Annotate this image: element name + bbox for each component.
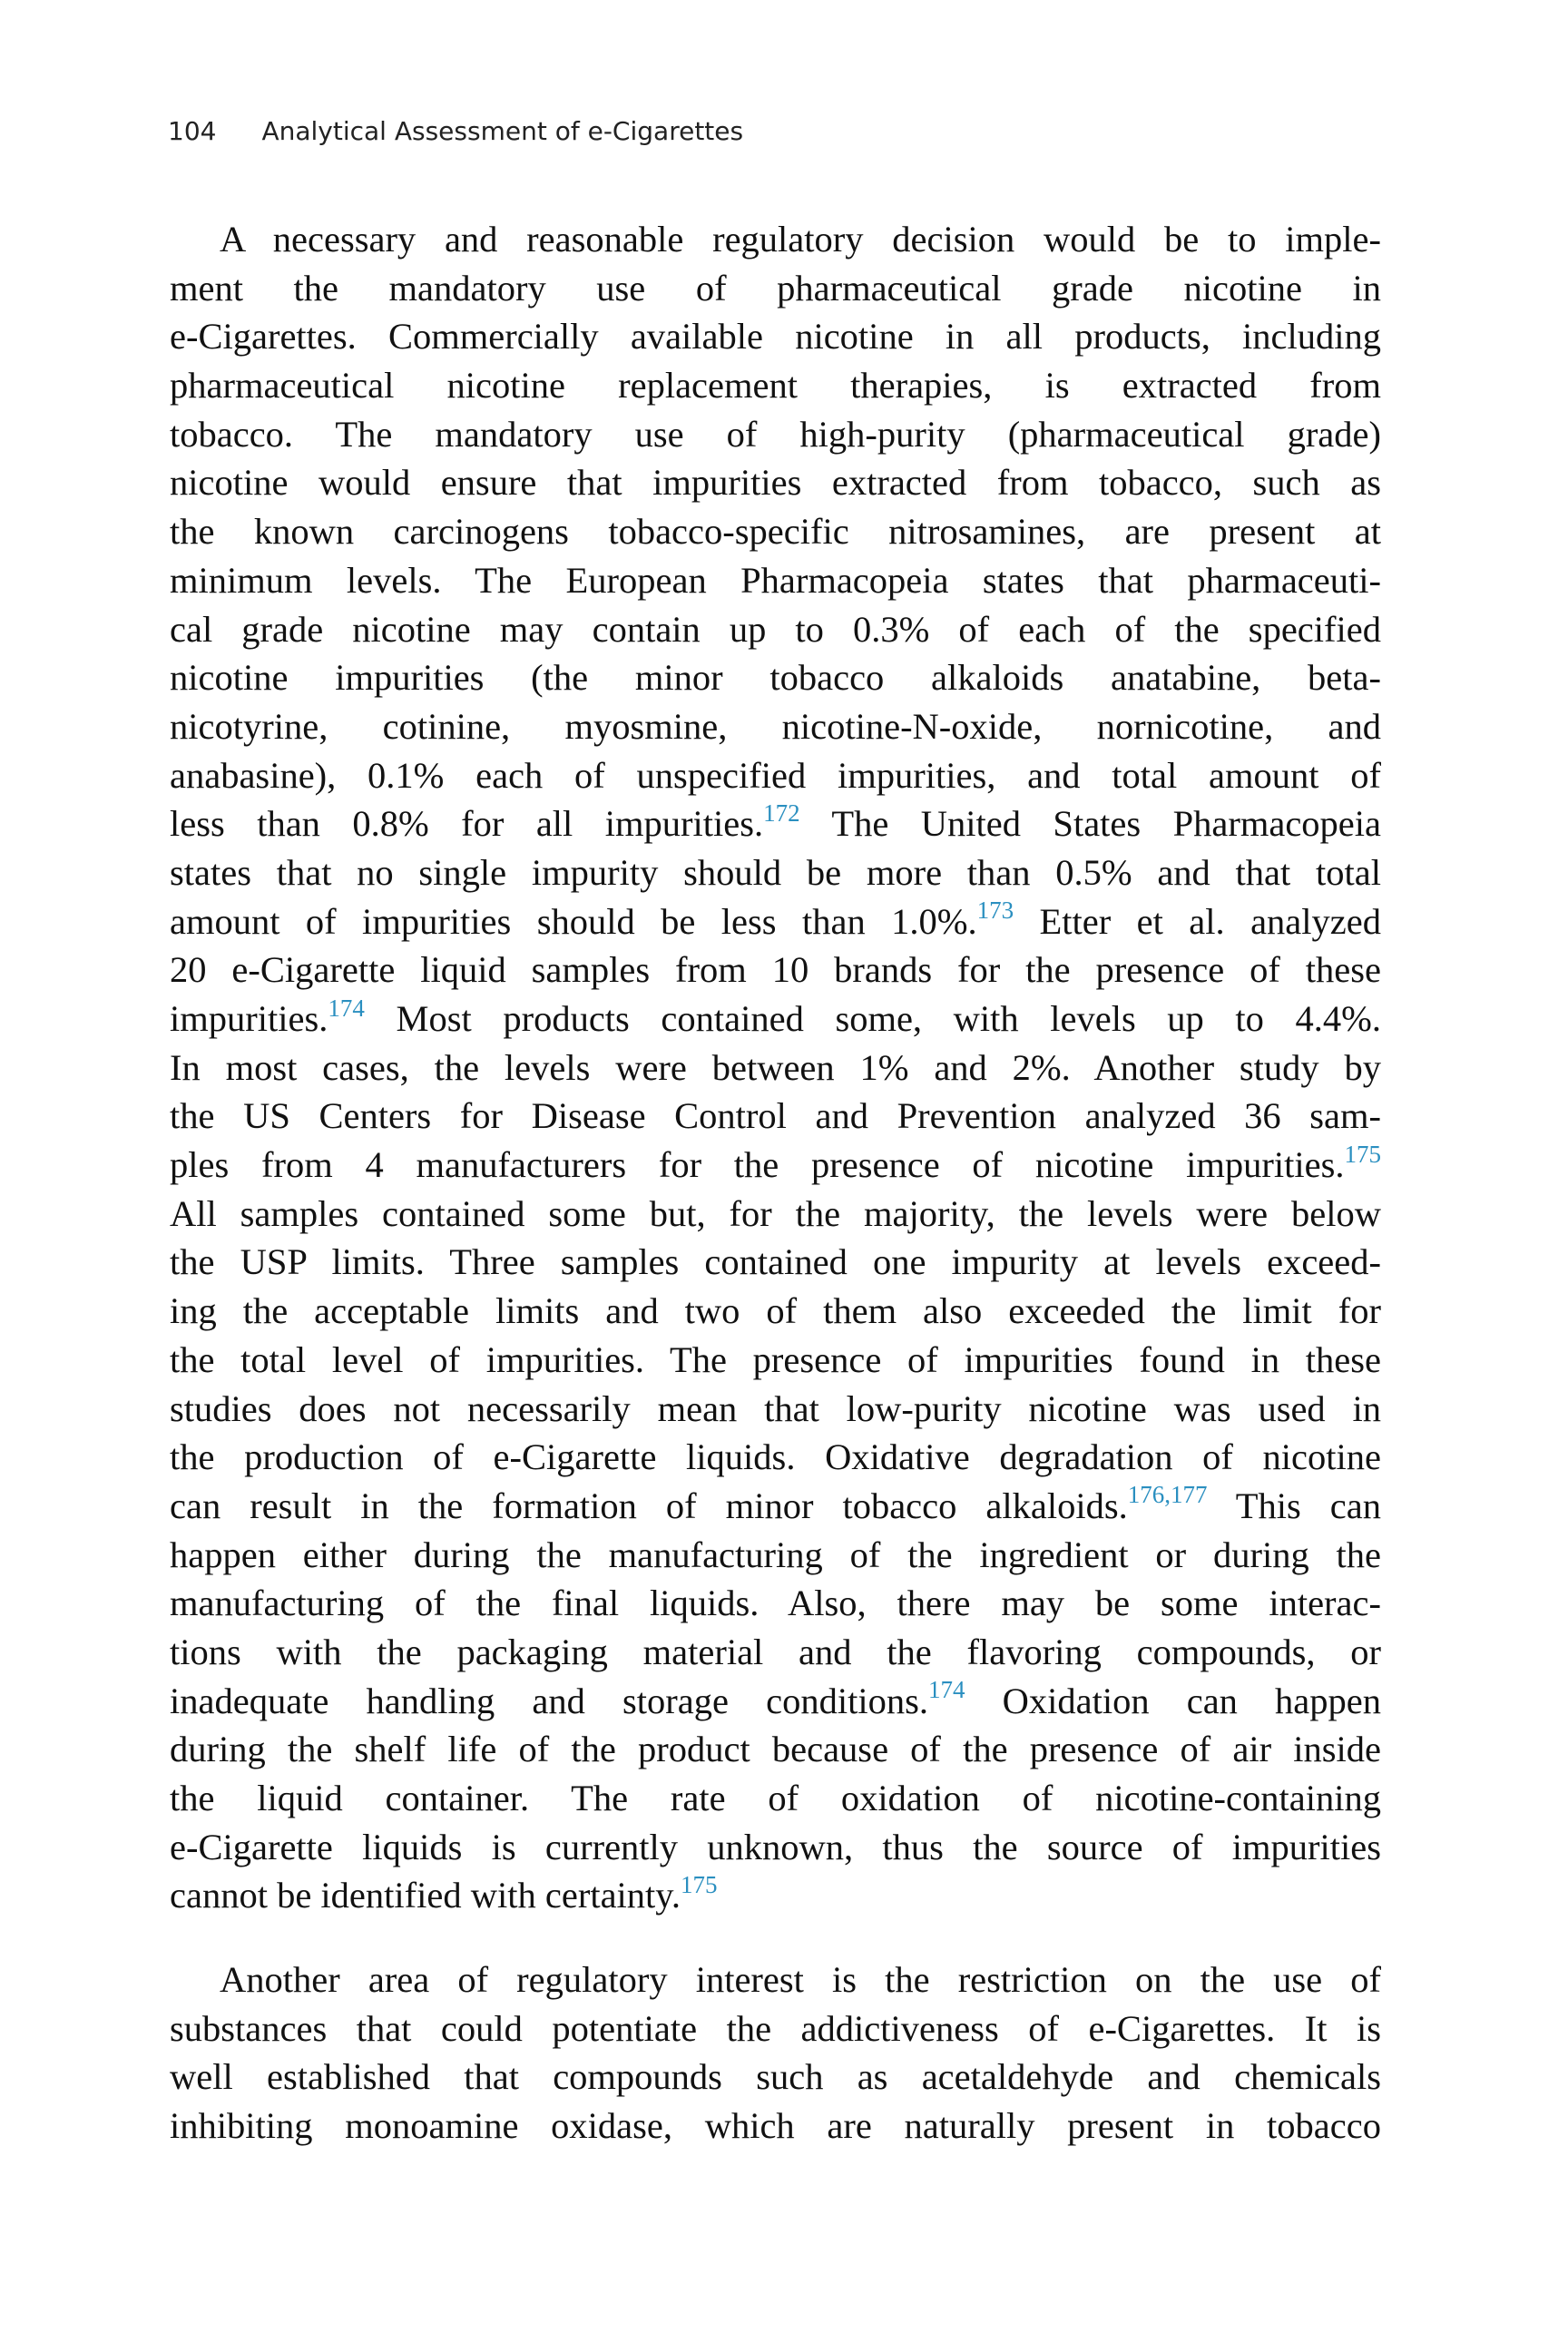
text-line: All samples contained some but, for the majority, the levels were below: [170, 1192, 1381, 1234]
citation-ref-173[interactable]: 173: [976, 897, 1014, 925]
running-header: [168, 116, 743, 146]
text-line: [170, 1141, 1381, 1190]
text-run: amount of impurities should be less than 1.0%.: [170, 900, 977, 942]
text-run: impurities.: [170, 998, 328, 1039]
text-line: during the shelf life of the product because of the presence of air inside: [170, 1729, 1381, 1770]
text-line: minimum levels. The European Pharmacopeia states that pharmaceuti-: [170, 559, 1381, 601]
citation-ref-175[interactable]: 175: [681, 1870, 718, 1898]
text-line: states that no single impurity should be more than 0.5% and that total: [170, 851, 1381, 893]
running-title: Analytical Assessment of e-Cigarettes: [261, 116, 744, 146]
text-line: nicotine impurities (the minor tobacco alkaloids anatabine, beta-: [170, 657, 1381, 699]
text-line: A necessary and reasonable regulatory decision would be to imple-: [220, 219, 1381, 260]
citation-ref-174[interactable]: 174: [927, 1676, 965, 1704]
text-line: nicotine would ensure that impurities extracted from tobacco, such as: [170, 462, 1381, 504]
text-line: [170, 995, 1381, 1044]
text-line: the production of e-Cigarette liquids. Oxidative degradation of nicotine: [170, 1436, 1381, 1478]
text-run: This can: [1207, 1485, 1381, 1526]
text-run: cannot be identified with certainty.: [170, 1875, 681, 1916]
text-line: [170, 1871, 1381, 1920]
text-line: pharmaceutical nicotine replacement therapies, is extracted from: [170, 365, 1381, 407]
text-line: happen either during the manufacturing of the ingredient or during the: [170, 1534, 1381, 1575]
text-line: ment the mandatory use of pharmaceutical grade nicotine in: [170, 267, 1381, 309]
citation-ref-176-177[interactable]: 176,177: [1127, 1481, 1208, 1509]
text-line: [170, 1677, 1381, 1726]
text-line: well established that compounds such as acetaldehyde and chemicals: [170, 2056, 1381, 2098]
text-run: Etter et al. analyzed: [1014, 900, 1381, 942]
text-run: ples from 4 manufacturers for the presence of nicotine impurities.: [170, 1144, 1345, 1186]
citation-ref-175[interactable]: 175: [1344, 1140, 1381, 1168]
citation-ref-174[interactable]: 174: [328, 994, 365, 1022]
text-line: ing the acceptable limits and two of them also exceeded the limit for: [170, 1290, 1381, 1332]
text-line: studies does not necessarily mean that low-purity nicotine was used in: [170, 1387, 1381, 1429]
text-line: cal grade nicotine may contain up to 0.3% of each of the specified: [170, 608, 1381, 650]
text-line: the USP limits. Three samples contained one impurity at levels exceed-: [170, 1241, 1381, 1283]
text-run: Oxidation can happen: [965, 1680, 1381, 1721]
paragraph-2: [170, 1955, 1381, 2151]
text-run: less than 0.8% for all impurities.: [170, 803, 764, 845]
page-number: 104: [168, 116, 217, 146]
text-line: e-Cigarettes. Commercially available nicotine in all products, including: [170, 316, 1381, 358]
citation-ref-172[interactable]: 172: [763, 799, 800, 827]
text-line: Another area of regulatory interest is the restriction on the use of: [220, 1959, 1381, 2000]
text-line: tions with the packaging material and the flavoring compounds, or: [170, 1631, 1381, 1672]
text-run: can result in the formation of minor tobacco alkaloids.: [170, 1485, 1128, 1526]
text-run: inadequate handling and storage conditions.: [170, 1680, 928, 1721]
paragraph-1: [170, 215, 1381, 1920]
text-line: the total level of impurities. The presence of impurities found in these: [170, 1338, 1381, 1380]
text-line: substances that could potentiate the addictiveness of e-Cigarettes. It is: [170, 2007, 1381, 2049]
text-run: The United States Pharmacopeia: [799, 803, 1381, 845]
text-line: In most cases, the levels were between 1% and 2%. Another study by: [170, 1046, 1381, 1088]
text-line: tobacco. The mandatory use of high-purity (pharmaceutical grade): [170, 413, 1381, 455]
text-line: the liquid container. The rate of oxidation of nicotine-containing: [170, 1778, 1381, 1818]
text-run: Most products contained some, with levels up to 4.4%.: [364, 998, 1381, 1039]
text-line: [170, 799, 1381, 848]
text-line: nicotyrine, cotinine, myosmine, nicotine-N-oxide, nornicotine, and: [170, 705, 1381, 747]
text-line: e-Cigarette liquids is currently unknown, thus the source of impurities: [170, 1826, 1381, 1867]
text-line: anabasine), 0.1% each of unspecified impurities, and total amount of: [170, 754, 1381, 796]
text-line: 20 e-Cigarette liquid samples from 10 brands for the presence of these: [170, 949, 1381, 991]
text-line: [170, 1482, 1381, 1531]
text-line: manufacturing of the final liquids. Also, there may be some interac-: [170, 1583, 1381, 1624]
text-line: inhibiting monoamine oxidase, which are naturally present in tobacco: [170, 2105, 1381, 2147]
text-line: the known carcinogens tobacco-specific nitrosamines, are present at: [170, 511, 1381, 553]
text-line: the US Centers for Disease Control and Prevention analyzed 36 sam-: [170, 1095, 1381, 1137]
text-line: [170, 897, 1381, 946]
